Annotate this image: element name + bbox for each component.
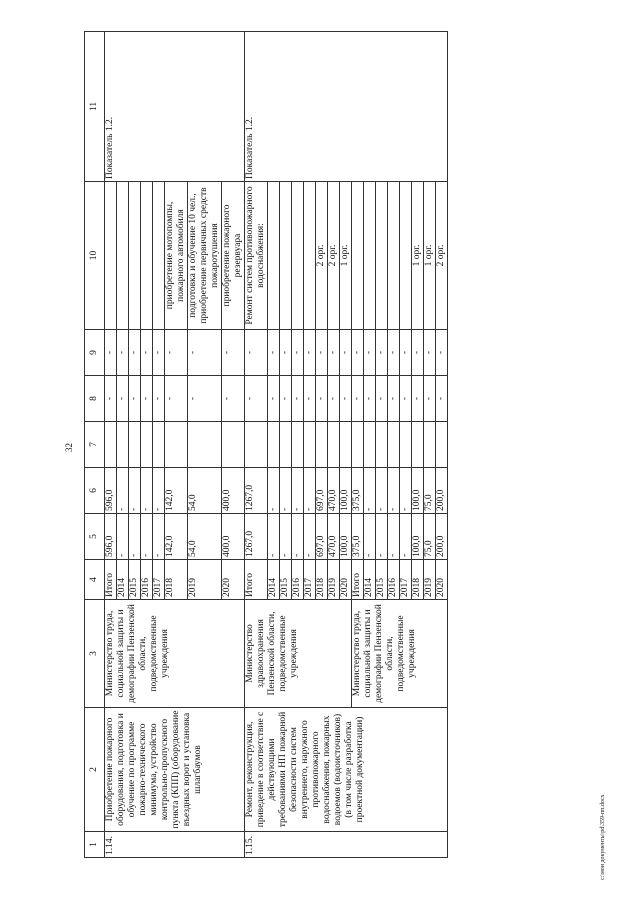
table-cell: -	[245, 330, 268, 376]
table-cell: -	[388, 376, 400, 422]
table-cell	[268, 422, 280, 468]
table-cell: -	[222, 330, 245, 376]
table-cell	[292, 182, 304, 330]
row-group-1-15	[245, 32, 448, 858]
table-cell: 2016	[292, 560, 304, 600]
table-cell	[292, 422, 304, 468]
table-cell	[117, 422, 129, 468]
table-cell: -	[364, 376, 376, 422]
table-cell: 2018	[165, 560, 188, 600]
table-cell: 375,0	[352, 514, 364, 560]
table-cell	[376, 182, 388, 330]
table-cell: Приобретение пожарного оборудования, подготовка и обучение по программе пожарно-технического минимума, устройство контрольно-пропускного пункта (КПП) (оборудование въездных ворот и установка шлагбаумов	[105, 708, 245, 832]
table-cell: -	[304, 376, 316, 422]
table-cell: -	[292, 330, 304, 376]
table-cell	[352, 182, 364, 330]
table-cell: 100,0	[412, 468, 424, 514]
table-cell	[141, 182, 153, 330]
col-header: 11	[85, 32, 105, 182]
table-cell: -	[153, 468, 165, 514]
table-cell: 2014	[364, 560, 376, 600]
table-cell: -	[292, 468, 304, 514]
table-cell: 100,0	[340, 514, 352, 560]
table-cell: 2019	[328, 560, 340, 600]
table-cell: -	[304, 330, 316, 376]
table-cell: 2017	[304, 560, 316, 600]
table-cell: 2015	[280, 560, 292, 600]
table-cell: -	[424, 330, 436, 376]
table-cell: -	[400, 514, 412, 560]
table-cell: -	[412, 376, 424, 422]
table-cell: -	[388, 514, 400, 560]
table-cell: 2018	[412, 560, 424, 600]
table-cell: -	[280, 330, 292, 376]
table-cell: -	[165, 330, 188, 376]
table-cell: -	[316, 330, 328, 376]
header-row	[85, 32, 105, 858]
table-cell: -	[304, 514, 316, 560]
col-header: 8	[85, 376, 105, 422]
table-cell: 596,0	[105, 514, 117, 560]
table-cell: -	[328, 376, 340, 422]
table-cell: 1.14.	[105, 832, 245, 858]
table-cell: -	[105, 376, 117, 422]
table-cell: 2019	[188, 560, 222, 600]
table-cell: 2015	[376, 560, 388, 600]
table-cell: -	[340, 376, 352, 422]
table-cell: 1.15.	[245, 832, 448, 858]
table-cell	[388, 422, 400, 468]
table-cell: -	[436, 376, 448, 422]
table-cell: -	[153, 376, 165, 422]
table-cell: -	[292, 514, 304, 560]
table-cell	[222, 422, 245, 468]
table-cell	[436, 422, 448, 468]
table-cell: Ремонт, реконструкция, приведение в соответствие с действующими требованиями НП пожарной безопасности систем внутреннего, наружного противопожарного водоснабжения, пожарных водоемов (водоисточников) (в том числе разработка проектной документации)	[245, 708, 448, 832]
table-cell: -	[141, 330, 153, 376]
table-cell: -	[245, 376, 268, 422]
table-cell: 100,0	[340, 468, 352, 514]
table-cell: -	[117, 376, 129, 422]
table-cell: -	[165, 376, 188, 422]
table-cell: 200,0	[436, 468, 448, 514]
table-cell: 2016	[388, 560, 400, 600]
table-cell: -	[129, 514, 141, 560]
table-cell: -	[280, 514, 292, 560]
page-number: 32	[64, 443, 74, 452]
col-header: 2	[85, 708, 105, 832]
col-header: 6	[85, 468, 105, 514]
table-cell: -	[129, 330, 141, 376]
table-cell: Министерство труда, социальной защиты и демографии Пензенской области, подведомственные учреждения	[352, 600, 448, 708]
table-row	[105, 32, 117, 858]
table-cell: -	[364, 330, 376, 376]
table-cell: -	[316, 376, 328, 422]
table-cell	[117, 182, 129, 330]
table-cell: 1 орг.	[412, 182, 424, 330]
table-cell: 400,0	[222, 514, 245, 560]
table-cell	[280, 182, 292, 330]
table-cell: -	[328, 330, 340, 376]
col-header: 4	[85, 560, 105, 600]
table-cell: 2014	[117, 560, 129, 600]
table-cell	[153, 422, 165, 468]
table-cell	[364, 182, 376, 330]
col-header: 3	[85, 600, 105, 708]
table-cell: -	[400, 468, 412, 514]
table-cell: Ремонт систем противопожарного водоснабжения:	[245, 182, 268, 330]
table-cell: -	[280, 468, 292, 514]
table-cell: -	[292, 376, 304, 422]
table-cell: 2020	[340, 560, 352, 600]
table-cell: -	[268, 468, 280, 514]
footer-path: c:\мои документы\pd\359-пп.docx	[600, 794, 606, 880]
table-cell: -	[153, 330, 165, 376]
table-cell: 2017	[153, 560, 165, 600]
table-cell: -	[400, 330, 412, 376]
table-cell: Итого	[245, 560, 268, 600]
col-header: 5	[85, 514, 105, 560]
table-cell: Министерство труда, социальной защиты и демографии Пензенской области, подведомственные учреждения	[105, 600, 245, 708]
table-cell	[376, 422, 388, 468]
table-cell: 54,0	[188, 468, 222, 514]
table-cell: -	[376, 468, 388, 514]
table-cell: приобретение мотопомпы, пожарного автомобиля	[165, 182, 188, 330]
table-cell	[153, 182, 165, 330]
table-cell: 697,0	[316, 468, 328, 514]
table-cell: 375,0	[352, 468, 364, 514]
table-cell: -	[388, 468, 400, 514]
col-header: 10	[85, 182, 105, 330]
table-cell: -	[141, 376, 153, 422]
col-header: 1	[85, 832, 105, 858]
table-cell: 2016	[141, 560, 153, 600]
table-cell: -	[280, 376, 292, 422]
table-cell	[400, 422, 412, 468]
table-cell: -	[352, 330, 364, 376]
table-cell	[316, 422, 328, 468]
table-row	[245, 32, 268, 858]
table-cell: -	[105, 330, 117, 376]
table-cell: -	[268, 514, 280, 560]
table-cell: -	[268, 376, 280, 422]
table-cell: 596,0	[105, 468, 117, 514]
table-cell: 75,0	[424, 514, 436, 560]
table-cell	[352, 422, 364, 468]
table-cell: 2017	[400, 560, 412, 600]
table-cell: 2 орг.	[316, 182, 328, 330]
table-cell: 1 орг.	[424, 182, 436, 330]
table-cell: -	[141, 514, 153, 560]
table-cell: 2018	[316, 560, 328, 600]
table-cell	[304, 422, 316, 468]
table-cell: -	[304, 468, 316, 514]
table-cell: 470,0	[328, 468, 340, 514]
table-cell: Показатель 1.2.	[245, 32, 448, 182]
table-cell	[129, 182, 141, 330]
table-cell	[268, 182, 280, 330]
table-cell: Показатель 1.2.	[105, 32, 245, 182]
table-cell	[141, 422, 153, 468]
table-cell: Министерство здравоохранения Пензенской области, подведомственные учреждения	[245, 600, 352, 708]
table-cell: подготовка и обучение 10 чел., приобретение первичных средств пожаротушения	[188, 182, 222, 330]
table-cell: -	[141, 468, 153, 514]
table-cell: Итого	[352, 560, 364, 600]
table-cell: -	[129, 376, 141, 422]
table-cell: -	[153, 514, 165, 560]
table-cell: -	[117, 514, 129, 560]
table-cell: -	[188, 330, 222, 376]
table-cell: -	[129, 468, 141, 514]
row-group-1-14	[105, 32, 245, 858]
table-cell: -	[117, 468, 129, 514]
table-cell: 697,0	[316, 514, 328, 560]
table-cell: 1 орг.	[340, 182, 352, 330]
table-cell: -	[268, 330, 280, 376]
table-cell: -	[376, 330, 388, 376]
table-cell: 1267,0	[245, 514, 268, 560]
table-cell: 2015	[129, 560, 141, 600]
table-cell: 400,0	[222, 468, 245, 514]
table-cell: 2 орг.	[328, 182, 340, 330]
table-cell	[400, 182, 412, 330]
table-cell: -	[364, 514, 376, 560]
table-cell: 2014	[268, 560, 280, 600]
table-cell: 2019	[424, 560, 436, 600]
table-cell: -	[352, 376, 364, 422]
table-cell	[105, 422, 117, 468]
table-cell: -	[376, 514, 388, 560]
table-cell: 2020	[436, 560, 448, 600]
table-cell: -	[117, 330, 129, 376]
table-cell: Итого	[105, 560, 117, 600]
table-cell: 75,0	[424, 468, 436, 514]
rotated-table-wrapper	[84, 32, 589, 858]
table-cell: -	[400, 376, 412, 422]
table-cell	[328, 422, 340, 468]
table-cell: 100,0	[412, 514, 424, 560]
table-cell	[364, 422, 376, 468]
table-cell: 2020	[222, 560, 245, 600]
table-cell: -	[412, 330, 424, 376]
table-cell: -	[424, 376, 436, 422]
table-cell: 470,0	[328, 514, 340, 560]
table-cell	[165, 422, 188, 468]
table-cell	[340, 422, 352, 468]
table-cell: 142,0	[165, 514, 188, 560]
table-cell: -	[188, 376, 222, 422]
table-cell: -	[340, 330, 352, 376]
table-cell	[129, 422, 141, 468]
table-cell	[280, 422, 292, 468]
table-cell: 2 орг.	[436, 182, 448, 330]
table-cell: приобретение пожарного резервуара	[222, 182, 245, 330]
program-table	[84, 31, 448, 858]
table-cell: 200,0	[436, 514, 448, 560]
table-cell: -	[436, 330, 448, 376]
table-cell	[105, 182, 117, 330]
col-header: 9	[85, 330, 105, 376]
table-cell: 142,0	[165, 468, 188, 514]
table-cell	[304, 182, 316, 330]
col-header: 7	[85, 422, 105, 468]
table-cell	[188, 422, 222, 468]
table-cell: 54,0	[188, 514, 222, 560]
table-cell: -	[388, 330, 400, 376]
table-cell	[412, 422, 424, 468]
table-cell	[245, 422, 268, 468]
table-cell: -	[222, 376, 245, 422]
table-cell: -	[364, 468, 376, 514]
table-cell: -	[376, 376, 388, 422]
table-cell: 1267,0	[245, 468, 268, 514]
table-cell	[424, 422, 436, 468]
table-cell	[388, 182, 400, 330]
